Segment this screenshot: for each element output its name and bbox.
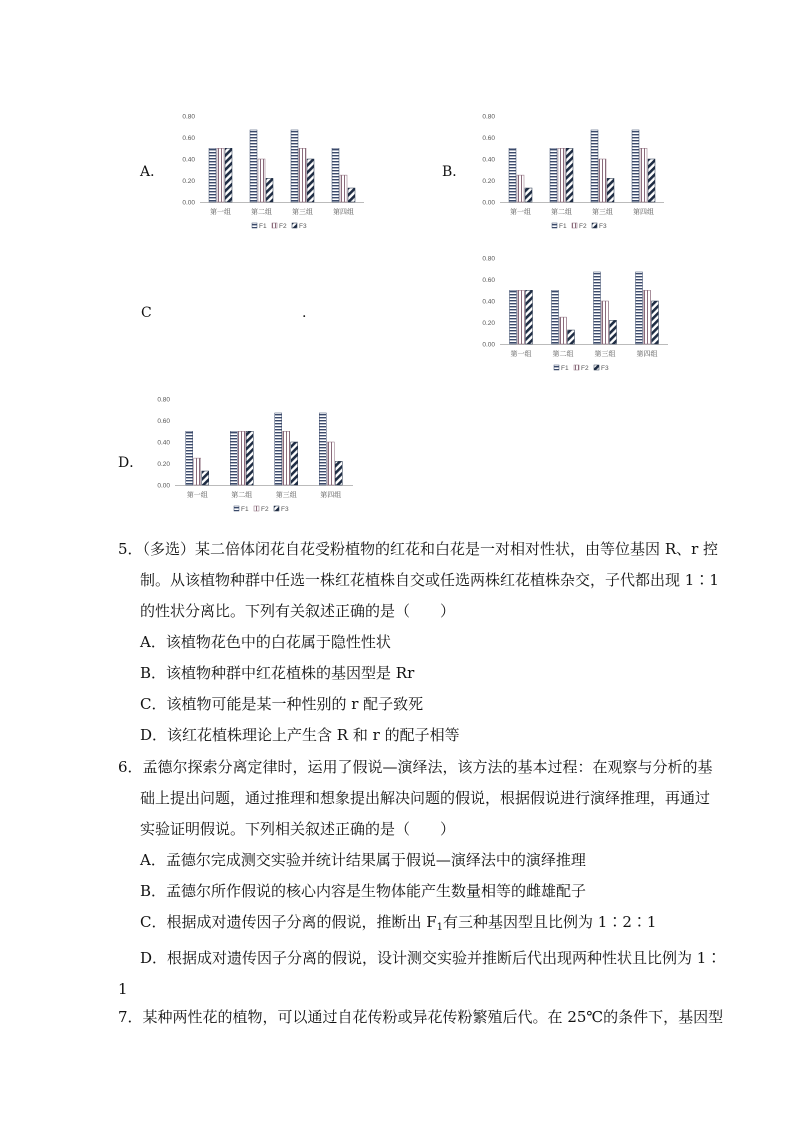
bar-f2 [602,301,609,344]
x-category-label: 第二组 [231,491,253,499]
q5-choice-d: D．该红花植株理论上产生含 R 和 r 的配子相等 [140,726,460,744]
bar-f2 [518,290,525,344]
bar-f3 [291,442,298,485]
legend-label: F3 [299,223,307,230]
bar-f1 [209,148,216,202]
y-tick-label: 0.20 [482,178,495,185]
option-c-label: C [141,305,152,321]
bar-f1 [510,290,517,344]
x-category-label: 第二组 [552,350,574,358]
legend-swatch [552,223,557,228]
bar-f2 [327,442,334,485]
legend-label: F1 [241,506,249,513]
bar-f2 [517,175,524,202]
bar-f1 [550,148,557,202]
chart-legend [252,223,307,230]
option-a-label: A． [140,164,165,180]
y-tick-label: 0.20 [182,178,195,185]
bar-f1 [291,130,298,202]
x-category-label: 第二组 [551,208,572,216]
bar-f2 [194,458,201,485]
chart-legend [234,506,289,513]
bar-f3 [266,178,273,202]
chart-legend [552,223,607,230]
y-tick-label: 0.40 [482,298,495,306]
bar-f3 [526,290,533,344]
chart-option-a [170,110,370,242]
question-5 [118,534,719,751]
q6-choice-a: A．孟德尔完成测交实验并统计结果属于假说—演绎法中的演绎推理 [140,851,586,869]
y-tick-label: 0.40 [182,156,195,164]
legend-label: F2 [279,223,287,230]
bar-f2 [558,148,565,202]
bar-f1 [632,130,639,202]
x-category-label: 第二组 [251,208,272,216]
q5-stem-line-1: 5．（多选）某二倍体闭花自花受粉植物的红花和白花是一对相对性状，由等位基因 R、r 控 [118,540,719,558]
chart-option-c [470,252,674,382]
q6-stem-line-3: 实验证明假说。下列相关叙述正确的是（ ） [140,820,456,838]
legend-swatch [592,223,597,228]
bar-f3 [607,178,614,202]
q5-stem-line-3: 的性状分离比。下列有关叙述正确的是（ ） [140,602,456,620]
bar-f3 [568,330,575,344]
legend-swatch [272,223,277,228]
question-6 [118,752,722,1005]
y-tick-label: 0.80 [157,396,170,404]
bar-f1 [591,130,598,202]
q5-choice-c: C．该植物可能是某一种性别的 r 配子致死 [140,695,424,713]
y-tick-label: 0.00 [482,341,495,349]
bar-f2 [644,290,651,344]
legend-swatch [574,365,579,370]
legend-label: F1 [559,223,567,230]
x-category-label: 第三组 [292,208,313,216]
q6-choice-b: B．孟德尔所作假说的核心内容是生物体能产生数量相等的雌雄配子 [140,882,587,900]
bar-f3 [335,461,342,485]
y-tick-label: 0.80 [482,255,495,263]
legend-label: F2 [579,223,587,230]
bar-f1 [250,130,257,202]
bar-f2 [599,159,606,202]
y-tick-label: 0.60 [482,277,495,284]
x-category-label: 第三组 [594,350,616,358]
bar-f2 [299,148,306,202]
legend-label: F3 [281,506,289,513]
q6-choice-c [118,907,678,943]
y-tick-label: 0.00 [157,482,170,490]
bar-chart-a [170,110,370,242]
y-tick-label: 0.40 [157,439,170,447]
chart-option-b [470,110,670,234]
y-tick-label: 0.60 [182,135,195,142]
y-tick-label: 0.80 [482,113,495,121]
bar-f3 [307,159,314,202]
option-c-dot: . [302,305,307,321]
bar-f1 [186,431,193,485]
bar-f3 [348,188,355,202]
q6-choice-d-continued: 1 [118,980,128,998]
y-tick-label: 0.60 [482,135,495,142]
bar-f1 [319,413,326,485]
chart-option-d [145,393,359,527]
bar-f2 [217,148,224,202]
x-category-label: 第四组 [333,208,354,216]
bar-f2 [560,317,567,344]
x-category-label: 第一组 [510,350,532,358]
legend-swatch [572,223,577,228]
bar-f3 [610,320,617,344]
bar-f1 [509,148,516,202]
q6-choice-c-pre: C．根据成对遗传因子分离的假说，推断出 F [140,913,437,931]
legend-label: F1 [259,223,267,230]
bar-f1 [332,148,339,202]
legend-swatch [254,506,259,511]
legend-label: F3 [601,365,609,372]
bar-f2 [238,431,245,485]
bar-f1 [230,431,237,485]
bar-chart-d [145,393,359,527]
bar-f1 [552,290,559,344]
bar-f1 [636,272,643,344]
bar-f1 [594,272,601,344]
bar-f3 [202,471,209,485]
bar-f2 [283,431,290,485]
option-b-label: B． [442,164,467,180]
option-d-label: D． [118,455,144,471]
x-category-label: 第一组 [186,491,208,499]
bar-chart-c [470,252,674,382]
x-category-label: 第三组 [592,208,613,216]
x-category-label: 第一组 [510,208,531,216]
q7-stem-line-1: 7．某种两性花的植物，可以通过自花传粉或异花传粉繁殖后代。在 25℃的条件下，基因型 [118,1008,724,1026]
q5-stem-line-2: 制。从该植物种群中任选一株红花植株自交或任选两株红花植株杂交，子代都出现 1∶1 [140,571,719,589]
legend-swatch [234,506,239,511]
legend-label: F2 [261,506,269,513]
question-7 [118,1002,724,1033]
x-category-label: 第三组 [275,491,297,499]
bar-f3 [225,148,232,202]
y-tick-label: 0.60 [157,418,170,425]
y-tick-label: 0.00 [182,199,195,207]
x-category-label: 第四组 [320,491,342,499]
y-tick-label: 0.20 [157,461,170,468]
legend-swatch [554,365,559,370]
x-category-label: 第四组 [633,208,654,216]
legend-swatch [274,506,279,511]
q6-choice-c-post: 有三种基因型且比例为 1∶2∶1 [443,913,657,931]
x-category-label: 第四组 [636,350,658,358]
bar-f3 [246,431,253,485]
q6-stem-line-1: 6．孟德尔探索分离定律时，运用了假说—演绎法，该方法的基本过程：在观察与分析的基 [118,758,713,776]
q5-choice-b: B．该植物种群中红花植株的基因型是 Rr [140,664,415,682]
bar-f2 [340,175,347,202]
y-tick-label: 0.40 [482,156,495,164]
q6-choice-c-subscript: 1 [436,922,444,933]
y-tick-label: 0.80 [182,113,195,121]
legend-swatch [252,223,257,228]
legend-label: F3 [599,223,607,230]
bar-f2 [640,148,647,202]
y-tick-label: 0.20 [482,320,495,327]
bar-f1 [275,413,282,485]
bar-chart-b [470,110,670,234]
bar-f3 [648,159,655,202]
chart-legend [554,365,609,372]
q5-choice-a: A．该植物花色中的白花属于隐性性状 [140,633,391,651]
legend-label: F1 [561,365,569,372]
q6-choice-d: D．根据成对遗传因子分离的假说，设计测交实验并推断后代出现两种性状且比例为 1∶ [140,949,722,967]
bar-f3 [652,301,659,344]
q6-stem-line-2: 础上提出问题，通过推理和想象提出解决问题的假说，根据假说进行演绎推理，再通过 [140,789,711,807]
bar-f3 [525,188,532,202]
legend-swatch [292,223,297,228]
bar-f2 [258,159,265,202]
y-tick-label: 0.00 [482,199,495,207]
x-category-label: 第一组 [210,208,231,216]
legend-swatch [594,365,599,370]
legend-label: F2 [581,365,589,372]
bar-f3 [566,148,573,202]
